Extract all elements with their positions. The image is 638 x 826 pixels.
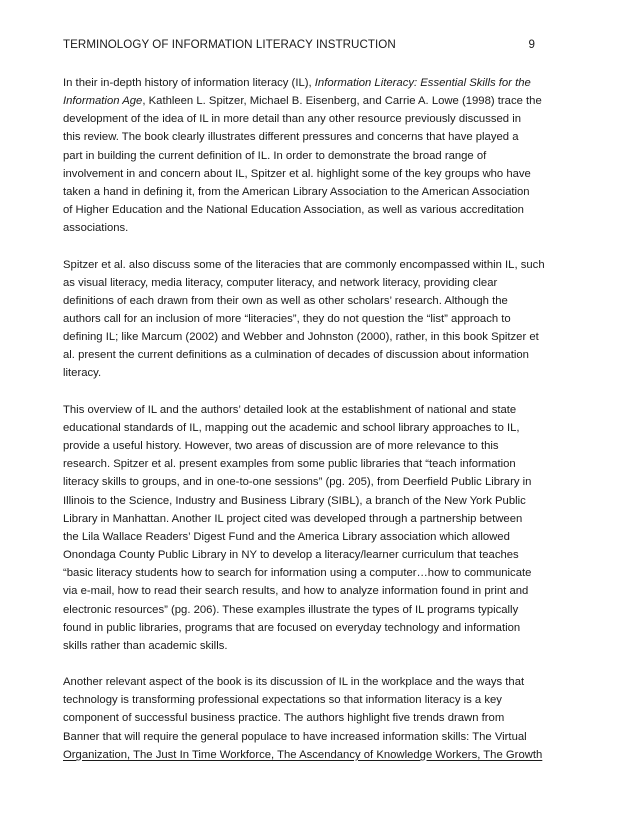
paragraph [63,401,573,655]
text-segment: Another relevant aspect of the book is its discussion of IL in the workplace and the ways that [63,676,525,689]
text-segment: literacy skills to groups, and in one-to-one sessions” (pg. 205), from Deerfield Public Library in [63,476,532,489]
text-segment: electronic resources” (pg. 206). These examples illustrate the types of IL programs typically [63,603,519,616]
text-line [63,201,573,219]
text-segment: this review. The book clearly illustrates different pressures and concerns that have played a [63,131,519,144]
text-line [63,328,573,346]
text-segment: as visual literacy, media literacy, computer literacy, and network literacy, providing clear [63,276,498,289]
text-segment: of Higher Education and the National Education Association, as well as various accreditation [63,204,524,217]
text-segment: associations. [63,222,129,235]
text-segment: component of successful business practice. The authors highlight five trends drawn from [63,712,505,725]
text-line [63,147,573,165]
text-segment: educational standards of IL, mapping out the academic and school library approaches to IL, [63,421,520,434]
text-segment: development of the idea of IL in more detail than any other resource previously discussed in [63,113,521,126]
text-line [63,546,573,564]
text-segment: part in building the current definition of IL. In order to demonstrate the broad range of [63,149,487,162]
text-line [63,601,573,619]
text-line [63,346,573,364]
text-segment: “basic literacy students how to search for information using a computer…how to communicate [63,567,532,580]
text-line [63,310,573,328]
text-segment: Onondaga County Public Library in NY to develop a literacy/learner curriculum that teaches [63,549,519,562]
text-segment: Library in Manhattan. Another IL project cited was developed through a partnership between [63,512,523,525]
text-segment: skills rather than academic skills. [63,639,228,652]
text-line [63,219,573,237]
text-line [63,528,573,546]
italic-title-text: Information Age [63,95,143,108]
text-segment: Organization, The Just In Time Workforce, The Ascendancy of Knowledge Workers, The Growth [63,748,543,761]
text-line [63,292,573,310]
paragraph [63,673,573,764]
text-segment: Spitzer et al. also discuss some of the literacies that are commonly encompassed within IL, such [63,258,545,271]
text-segment: authors call for an inclusion of more “literacies”, they do not question the “list” approach to [63,313,511,326]
text-segment: provide a useful history. However, two areas of discussion are of more relevance to this [63,440,499,453]
text-segment: the Lila Wallace Readers’ Digest Fund and the America Library association which allowed [63,530,510,543]
text-line [63,637,573,655]
body-text [63,74,573,764]
text-line [63,364,573,382]
text-line [63,401,573,419]
page-number: 9 [528,38,535,51]
text-line [63,746,573,764]
text-segment: Banner that will require the general populace to have increased information skills: The Virtual [63,730,527,743]
text-segment: This overview of IL and the authors’ detailed look at the establishment of national and state [63,403,517,416]
text-segment: research. Spitzer et al. present examples from some public libraries that “teach information [63,458,516,471]
text-line [63,673,573,691]
text-segment: via e-mail, how to read their search results, and how to analyze information found in print and [63,585,529,598]
text-segment: involvement in and concern about IL, Spitzer et al. highlight some of the key groups who have [63,167,531,180]
text-line [63,691,573,709]
text-line [63,437,573,455]
text-segment: taken a hand in defining it, from the American Library Association to the American Association [63,185,530,198]
text-line [63,492,573,510]
text-line [63,92,573,110]
text-line [63,74,573,92]
text-line [63,582,573,600]
text-line [63,274,573,292]
text-segment: literacy. [63,367,102,380]
text-line [63,128,573,146]
text-line [63,510,573,528]
text-line [63,256,573,274]
text-line [63,564,573,582]
header-title: TERMINOLOGY OF INFORMATION LITERACY INSTRUCTION [63,38,396,51]
text-line [63,619,573,637]
text-line [63,419,573,437]
text-segment: found in public libraries, programs that are focused on everyday technology and information [63,621,521,634]
italic-title-text: Information Literacy: Essential Skills for the [314,77,531,89]
text-line [63,165,573,183]
text-segment: Illinois to the Science, Industry and Business Library (SIBL), a branch of the New York Public [63,494,526,507]
text-line [63,183,573,201]
text-segment: definitions of each drawn from their own as well as other scholars’ research. Although the [63,294,508,307]
text-segment: , Kathleen L. Spitzer, Michael B. Eisenberg, and Carrie A. Lowe (1998) trace the [142,95,542,108]
text-segment: defining IL; like Marcum (2002) and Webber and Johnston (2000), rather, in this book Spitzer et [63,331,539,344]
running-header [63,38,541,51]
text-line [63,473,573,491]
text-segment: technology is transforming professional expectations so that information literacy is a key [63,694,502,707]
text-line [63,728,573,746]
text-line [63,110,573,128]
paragraph [63,256,573,383]
text-line [63,455,573,473]
text-line [63,709,573,727]
paragraph [63,74,573,237]
text-segment: In their in-depth history of information literacy (IL), [63,77,315,89]
text-segment: al. present the current definitions as a culmination of decades of discussion about information [63,349,529,362]
